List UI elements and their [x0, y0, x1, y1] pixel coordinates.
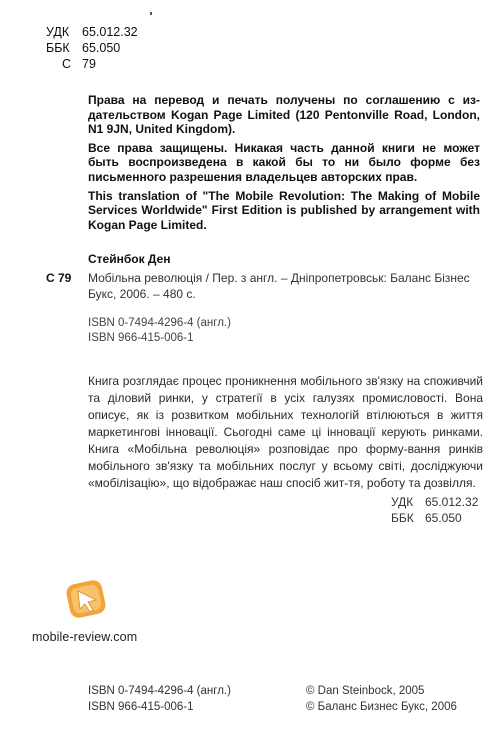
code-value: 65.050 — [82, 41, 121, 55]
code-row-c — [46, 56, 138, 72]
copyright-line: © Баланс Бизнес Букс, 2006 — [306, 701, 457, 713]
rights-paragraph-2: Все права защищены. Никакая часть данной книги не может быть воспроизведена в какой бы то ни было форме без письменного разрешения владельцев авторских прав. — [88, 140, 480, 184]
code-key: УДК — [391, 495, 414, 509]
footer-copyright — [306, 683, 457, 715]
rights-paragraph-1: Права на перевод и печать получены по соглашению с из-дательством Kogan Page Limited (120 Pentonville Road, London, N1 9JN, United Kingdom). — [88, 93, 480, 137]
footer-isbn-line: ISBN 0-7494-4296-4 (англ.) — [88, 685, 231, 697]
code-value: 65.012.32 — [82, 25, 138, 39]
code-key: ББК — [46, 41, 70, 55]
code-row-bbk — [391, 510, 478, 526]
isbn-line: ISBN 0-7494-4296-4 (англ.) — [88, 317, 231, 329]
speck-mark — [150, 12, 152, 15]
code-key: С — [62, 57, 72, 71]
code-row-udk — [46, 24, 138, 40]
footer-isbn-line: ISBN 966-415-006-1 — [88, 701, 194, 713]
catalog-number: С 79 — [46, 271, 72, 285]
code-row-udk — [391, 494, 478, 510]
code-row-bbk — [46, 40, 138, 56]
author-name: Стейнбок Ден — [88, 252, 171, 266]
bibliographic-entry: Мобільна революція / Пер. з англ. – Дніпропетровськ: Баланс Бізнес Букс, 2006. – 480 с. — [88, 271, 470, 301]
code-value: 65.012.32 — [425, 495, 479, 509]
bottom-classification-codes — [391, 494, 478, 526]
code-value: 79 — [82, 57, 96, 71]
annotation-text: Книга розглядає процес проникнення мобільного зв'язку на споживчий та діловий ринки, у стратегії в усіх галузях промисловості. Вона описує, як із розвитком мобільних технологій втілюються в життя маркетингові інновації. Сьогодні саме ці інновації керують ринками. Книга «Мобільна революція» розповідає про форму-вання ринків мобільного зв'язку та мобільних послуг у всьому світі, досліджуючи «мобілізацію», що відображає наш спосіб жит-тя, роботу та дозвілля. — [88, 374, 483, 490]
logo-text: mobile-review.com — [32, 630, 138, 644]
rights-notice — [88, 93, 480, 232]
classification-codes — [46, 24, 138, 72]
mobile-review-logo — [32, 578, 142, 650]
copyright-line: © Dan Steinbock, 2005 — [306, 685, 425, 697]
rights-paragraph-3: This translation of "The Mobile Revolution: The Making of Mobile Services Worldwide" First Edition is published by arrangement with Kogan Page Limited. — [88, 188, 480, 232]
isbn-line: ISBN 966-415-006-1 — [88, 331, 194, 344]
footer-isbn — [88, 683, 231, 715]
code-value: 65.050 — [425, 511, 462, 525]
isbn-block — [88, 316, 231, 345]
code-key: ББК — [391, 511, 414, 525]
code-key: УДК — [46, 25, 70, 39]
arrow-logo-icon — [62, 578, 110, 624]
